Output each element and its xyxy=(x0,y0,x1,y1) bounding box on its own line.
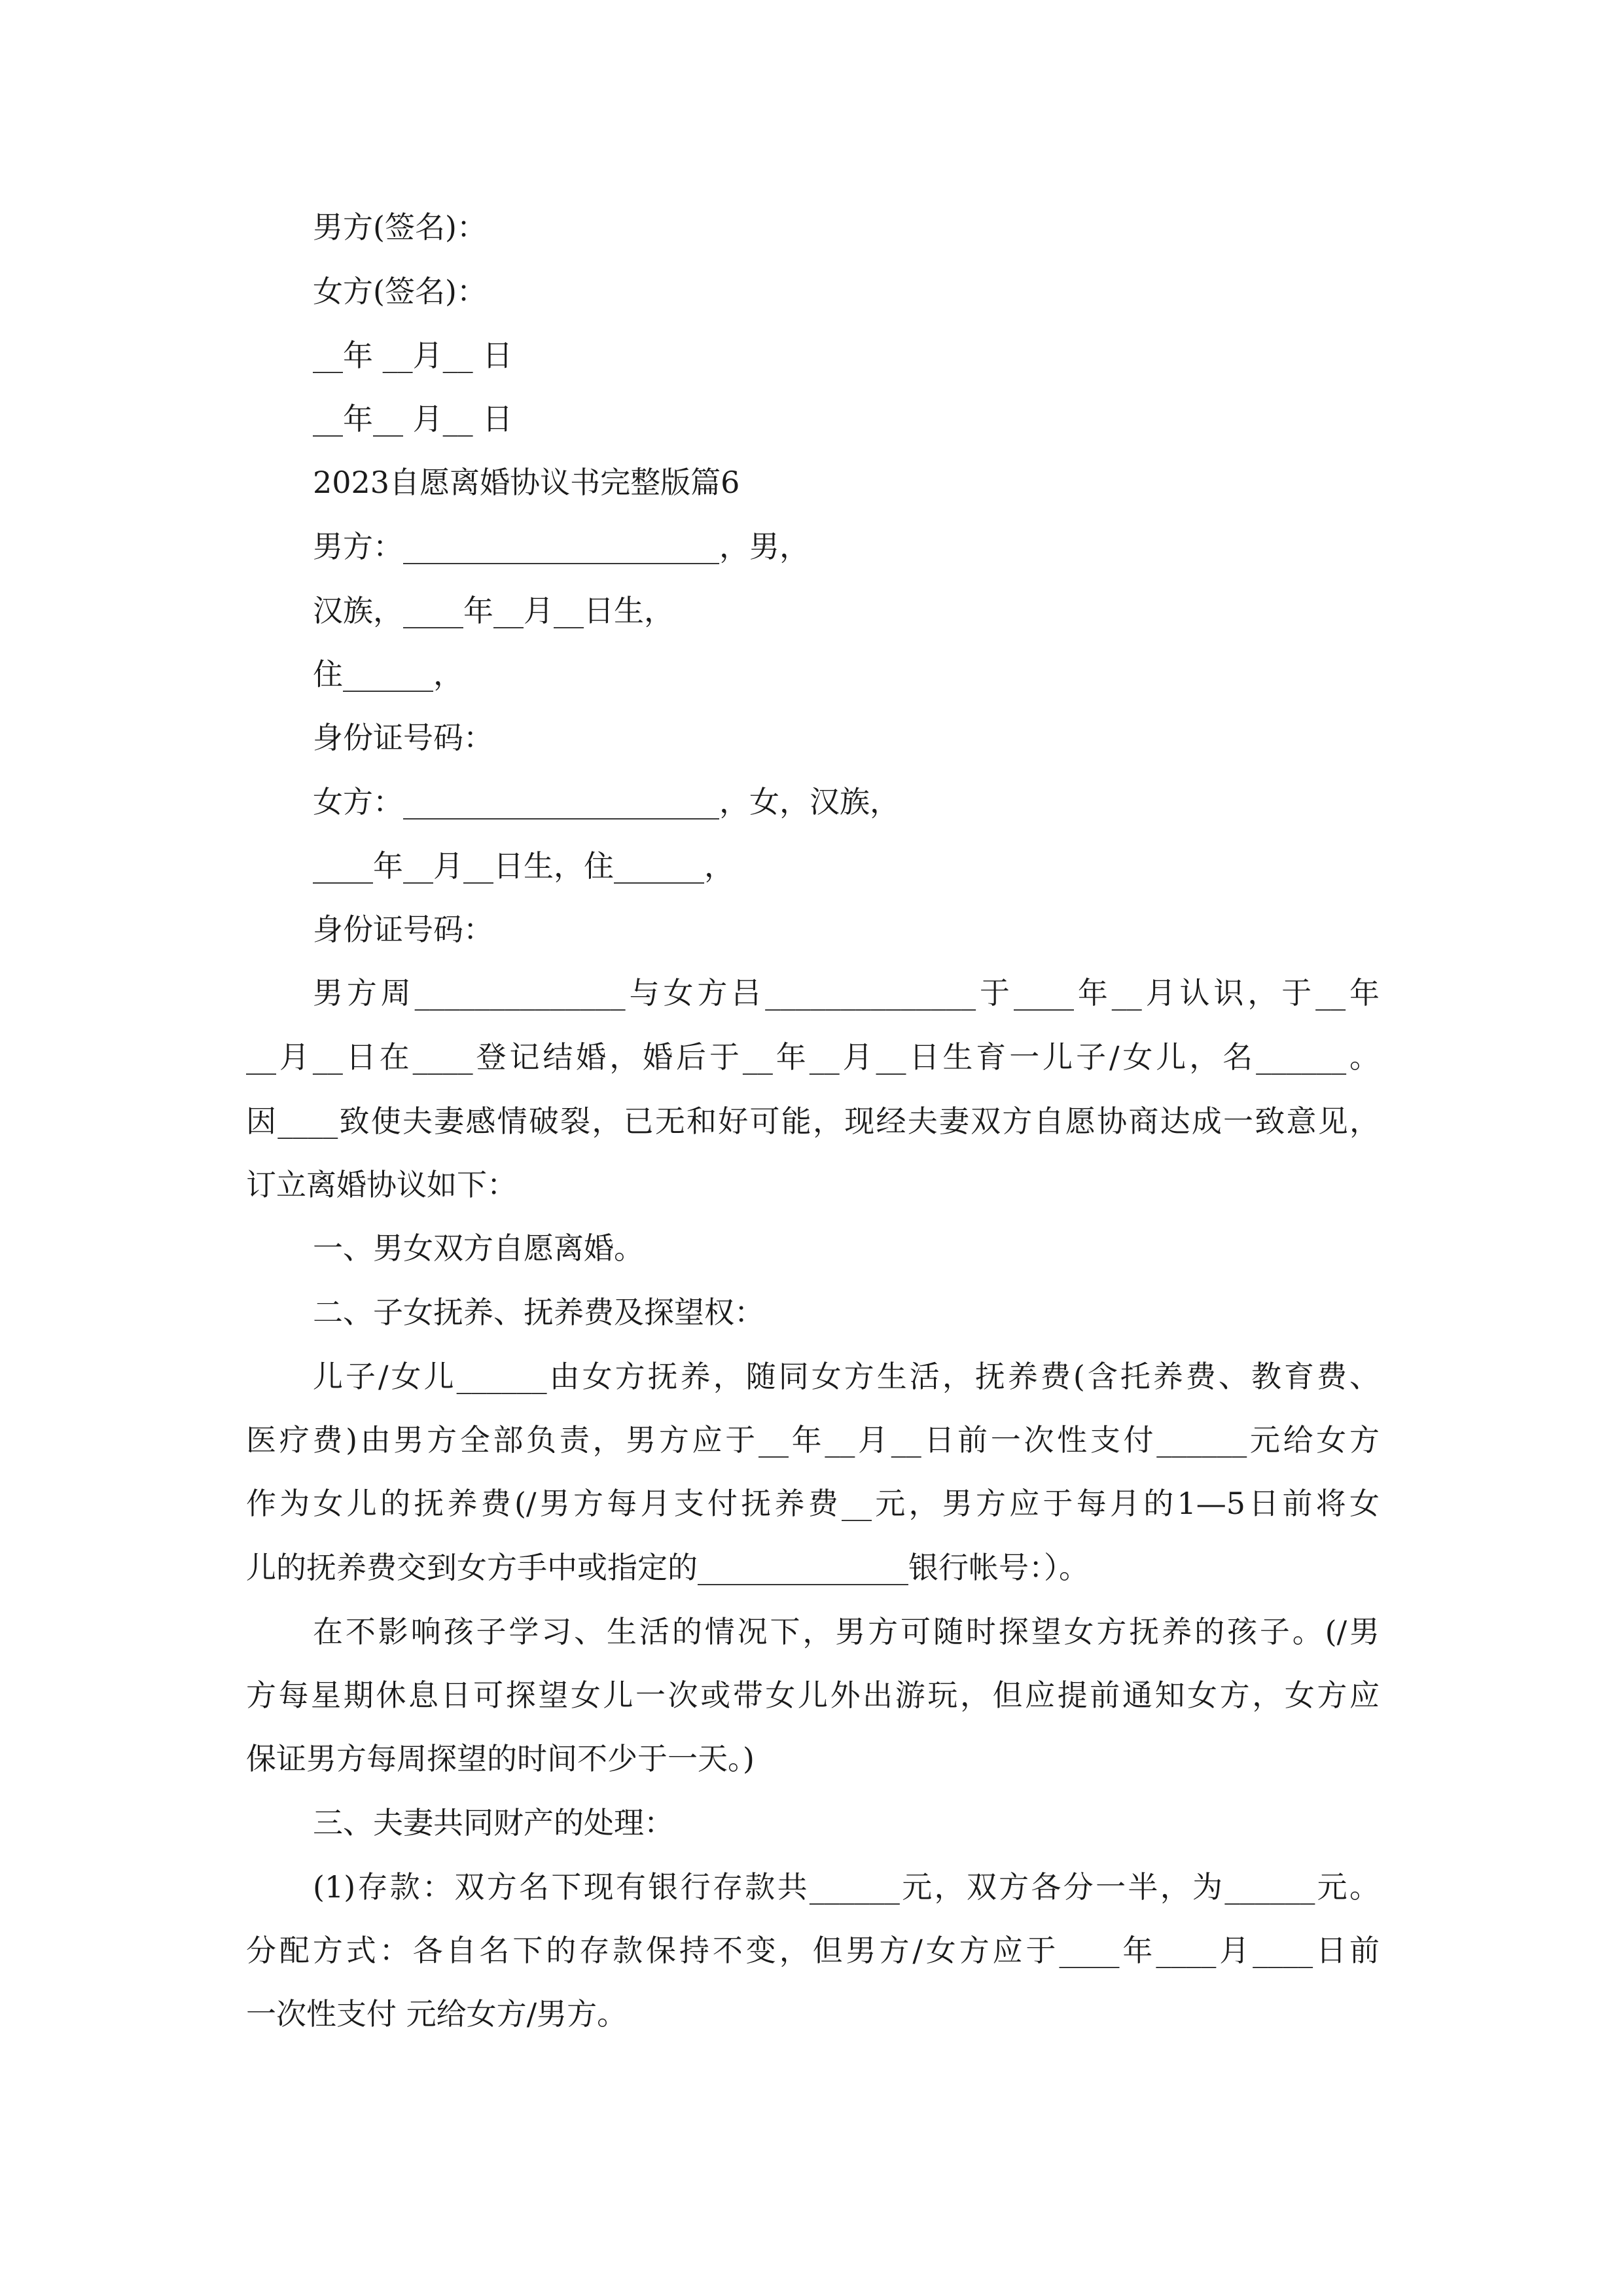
visitation-paragraph-line-2: 方每星期休息日可探望女儿一次或带女儿外出游玩，但应提前通知女方，女方应 xyxy=(246,1677,1380,1713)
male-id-line: 身份证号码： xyxy=(313,720,493,755)
intro-paragraph-line-2: __月__日在____登记结婚，婚后于__年__月__日生育一儿子/女儿，名______。 xyxy=(246,1039,1380,1075)
custody-paragraph-line-4: 儿的抚养费交到女方手中或指定的______________银行帐号：）。 xyxy=(246,1550,1089,1585)
intro-paragraph-line-1: 男方周______________与女方吕______________于____年__月认识，于__年 xyxy=(313,975,1380,1011)
female-id-line: 身份证号码： xyxy=(313,912,493,947)
male-party-line: 男方：_____________________，男， xyxy=(313,529,810,564)
custody-paragraph-line-3: 作为女儿的抚养费(/男方每月支付抚养费__元，男方应于每月的1—5日前将女 xyxy=(246,1486,1380,1521)
intro-paragraph-line-3: 因____致使夫妻感情破裂，已无和好可能，现经夫妻双方自愿协商达成一致意见， xyxy=(246,1103,1380,1139)
male-address-line: 住______， xyxy=(313,656,463,692)
visitation-paragraph-line-3: 保证男方每周探望的时间不少于一天。) xyxy=(246,1741,755,1776)
clause-3-heading: 三、夫妻共同财产的处理： xyxy=(313,1805,674,1840)
date-line-1: __年 __月__ 日 xyxy=(313,338,513,373)
female-signature-line: 女方(签名)： xyxy=(313,274,487,309)
female-birth-line: ____年__月__日生，住______， xyxy=(313,848,734,884)
deposit-paragraph-line-2: 分配方式：各自名下的存款保持不变，但男方/女方应于____年____月____日前 xyxy=(246,1933,1380,1968)
clause-2-heading: 二、子女抚养、抚养费及探望权： xyxy=(313,1295,764,1330)
female-party-line: 女方：_____________________，女，汉族， xyxy=(313,784,900,819)
custody-paragraph-line-2: 医疗费)由男方全部负责，男方应于__年__月__日前一次性支付______元给女方 xyxy=(246,1422,1380,1458)
male-birth-line: 汉族，____年__月__日生， xyxy=(313,593,674,628)
section-heading: 2023自愿离婚协议书完整版篇6 xyxy=(313,465,740,500)
intro-paragraph-line-4: 订立离婚协议如下： xyxy=(246,1167,517,1202)
visitation-paragraph-line-1: 在不影响孩子学习、生活的情况下，男方可随时探望女方抚养的孩子。(/男 xyxy=(313,1614,1380,1649)
date-line-2: __年__ 月__ 日 xyxy=(313,401,513,437)
deposit-paragraph-line-1: (1)存款：双方名下现有银行存款共______元，双方各分一半，为______元。 xyxy=(313,1869,1380,1905)
male-signature-line: 男方(签名)： xyxy=(313,209,487,245)
deposit-paragraph-line-3: 一次性支付 元给女方/男方。 xyxy=(246,1996,628,2032)
custody-paragraph-line-1: 儿子/女儿______由女方抚养，随同女方生活，抚养费(含托养费、教育费、 xyxy=(313,1359,1380,1394)
clause-1: 一、男女双方自愿离婚。 xyxy=(313,1230,644,1266)
